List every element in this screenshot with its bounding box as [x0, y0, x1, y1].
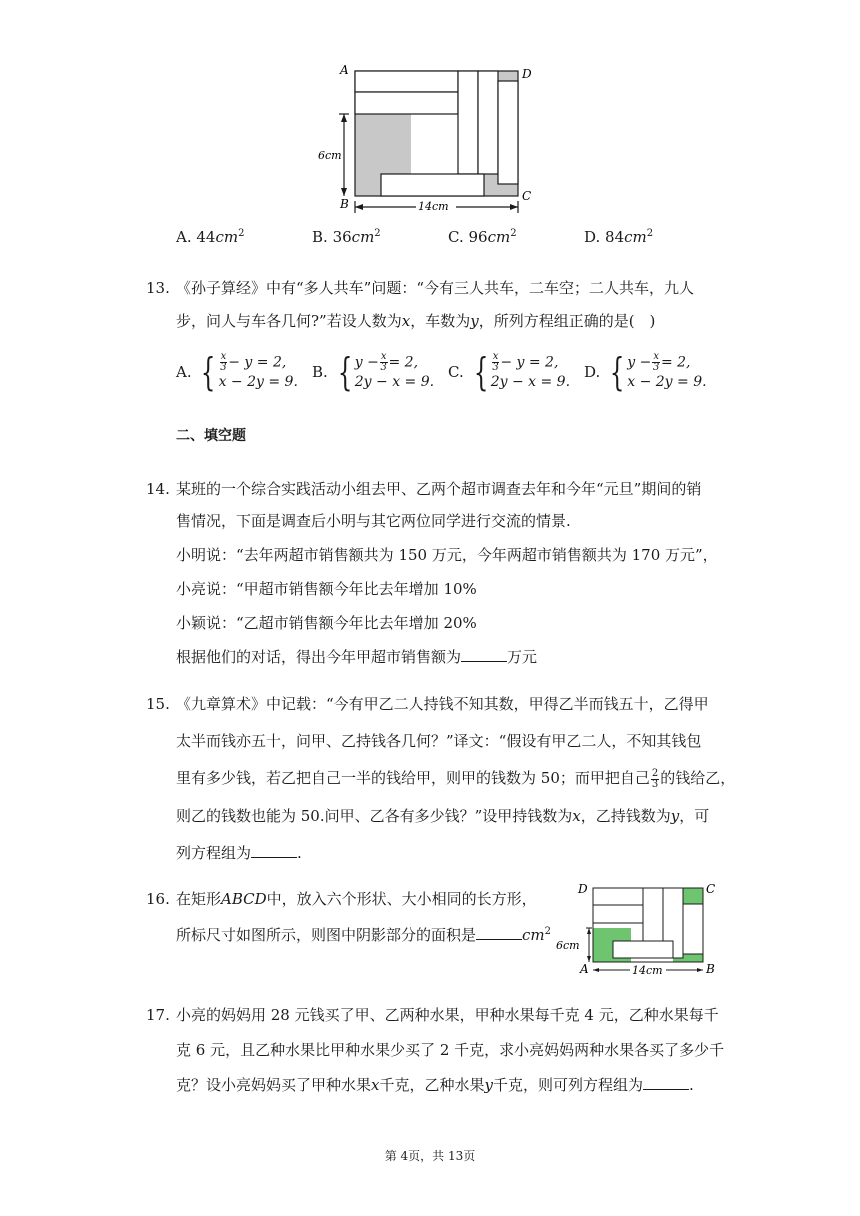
q13-line2: 步，问人与车各几何?”若设人数为x，车数为y，所列方程组正确的是( ): [176, 312, 656, 330]
q12-label-d: D: [522, 67, 532, 81]
q16-dim-width: 14cm: [632, 964, 663, 977]
q16-answer-blank[interactable]: [476, 925, 522, 940]
q16-line1: 在矩形ABCD中，放入六个形状、大小相同的长方形，: [176, 890, 537, 908]
q14-line3: 小明说：“去年两超市销售额共为 150 万元，今年两超市销售额共为 170 万元”，: [176, 546, 718, 564]
q12-dim-width: 14cm: [418, 200, 449, 213]
q16-line2: 所标尺寸如图所示，则图中阴影部分的面积是 $cm^2$: [176, 926, 552, 944]
q13-line1: 《孙子算经》中有“多人共车”问题：“今有三人共车，二车空；二人共车，九人: [176, 279, 695, 297]
page-footer: 第 4页，共 13页: [384, 1149, 476, 1163]
q13-option-d[interactable]: D. { y − $\frac{x}{3}$ = 2, x − 2y = 9.: [584, 350, 707, 394]
q17-number: 17.: [146, 1006, 170, 1024]
q12-figure: [318, 58, 538, 218]
q12-dim-height: 6cm: [318, 149, 342, 162]
q16-label-a: A: [580, 962, 589, 976]
q13-option-a[interactable]: A. { $\frac{x}{3}$ − y = 2, x − 2y = 9.: [176, 350, 298, 394]
q14-answer-blank[interactable]: [461, 647, 507, 662]
q16-figure: [556, 878, 726, 980]
q17-line3: 克？设小亮妈妈买了甲种水果x千克，乙种水果y千克，则可列方程组为 .: [176, 1076, 694, 1094]
q16-number: 16.: [146, 890, 170, 908]
q14-line5: 小颖说：“乙超市销售额今年比去年增加 20%: [176, 614, 477, 632]
q16-dim-height: 6cm: [556, 939, 580, 952]
q14-line1: 某班的一个综合实践活动小组去甲、乙两个超市调查去年和今年“元旦”期间的销: [176, 480, 702, 498]
q12-label-b: B: [340, 197, 349, 211]
q12-label-a: A: [340, 63, 349, 77]
q16-label-d: D: [578, 882, 588, 896]
q14-number: 14.: [146, 480, 170, 498]
q12-option-a[interactable]: A. $44cm^2$: [176, 228, 245, 246]
section-title-fill-blank: 二、填空题: [176, 428, 246, 444]
q12-option-c[interactable]: C. $96cm^2$: [448, 228, 517, 246]
q17-line2: 克 6 元，且乙种水果比甲种水果少买了 2 千克，求小亮妈妈两种水果各买了多少千: [176, 1041, 725, 1059]
q12-option-b[interactable]: B. $36cm^2$: [312, 228, 381, 246]
q15-line4: 则乙的钱数也能为 50.问甲、乙各有多少钱？”设甲持钱数为x，乙持钱数为y，可: [176, 807, 710, 825]
q15-line3: 里有多少钱，若乙把自己一半的钱给甲，则甲的钱数为 50；而甲把自己 $\frac{2}{3}$ 的钱给乙，: [176, 767, 736, 790]
q12-label-c: C: [522, 189, 532, 203]
q14-line2: 售情况，下面是调查后小明与其它两位同学进行交流的情景.: [176, 512, 571, 530]
q17-answer-blank[interactable]: [643, 1075, 689, 1090]
q14-line4: 小亮说：“甲超市销售额今年比去年增加 10%: [176, 580, 477, 598]
q17-line1: 小亮的妈妈用 28 元钱买了甲、乙两种水果，甲种水果每千克 4 元，乙种水果每千: [176, 1006, 719, 1024]
q12-option-d[interactable]: D. $84cm^2$: [584, 228, 654, 246]
q16-label-c: C: [706, 882, 716, 896]
q13-option-b[interactable]: B. { y − $\frac{x}{3}$ = 2, 2y − x = 9.: [312, 350, 435, 394]
q15-line2: 太半而钱亦五十，问甲、乙持钱各几何？”译文：“假设有甲乙二人，不知其钱包: [176, 732, 702, 750]
q13-option-c[interactable]: C. { $\frac{x}{3}$ − y = 2, 2y − x = 9.: [448, 350, 571, 394]
q14-line6: 根据他们的对话，得出今年甲超市销售额为 万元: [176, 648, 538, 666]
q15-line1: 《九章算术》中记载：“今有甲乙二人持钱不知其数，甲得乙半而钱五十，乙得甲: [176, 695, 709, 713]
q15-answer-blank[interactable]: [251, 843, 297, 858]
q15-number: 15.: [146, 695, 170, 713]
q12-shaded-topright: [498, 71, 518, 81]
q13-number: 13.: [146, 279, 170, 297]
q15-line5: 列方程组为 .: [176, 844, 302, 862]
q16-label-b: B: [706, 962, 715, 976]
q16-shaded-topright: [683, 888, 703, 904]
